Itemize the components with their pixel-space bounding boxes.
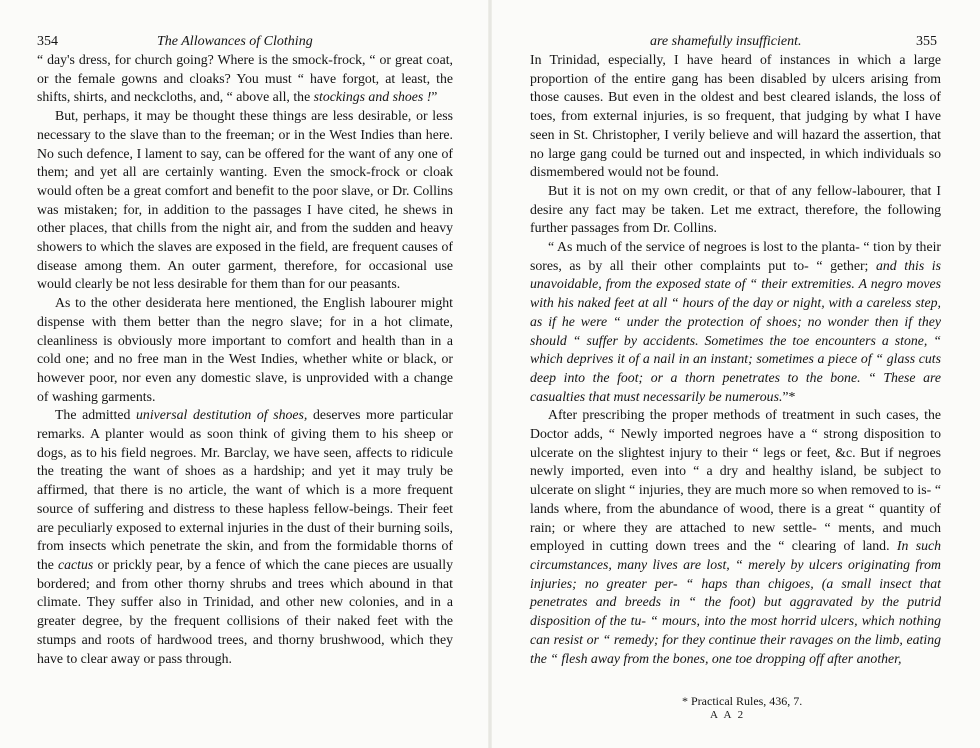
paragraph: [37, 51, 453, 107]
text-run: or prickly pear, by a fence of which the cane pieces are usually bordered; and from other thorny shrubs and trees which abound in that climate. They suffer also in Trinidad, and other new colonies, and in a greater degree, by the frequent collisions of their naked feet with the stumps and roots of hardwood trees, and thorny brushwood, which they have to clear away or pass through.: [37, 556, 453, 666]
running-title: The Allowances of Clothing: [157, 34, 313, 49]
italic-text: universal destitution of shoes,: [136, 407, 308, 423]
running-title: are shamefully insufficient.: [650, 34, 802, 49]
italic-text: cactus: [58, 556, 94, 572]
paragraph: [530, 238, 941, 406]
text-run: “ day's dress, for church going? Where is the smock-frock, “ or great coat, or the female gowns and cloaks? You must “ have forgot, at least, the shifts, shirts, and neckcloths, and, “ above all, the: [37, 52, 453, 105]
footnote-text: * Practical Rules, 436, 7.: [682, 694, 803, 708]
page-body: [530, 51, 941, 668]
page-number: 355: [916, 34, 937, 49]
text-run: deserves more particular remarks. A planter would as soon think of giving them to his sheep or dogs, as to his field negroes. Mr. Barclay, we have seen, affects to ridicule the treating the want of shoes as a hardship; and yet it may truly be affirmed, that there is no article, the want of which is a more frequent source of suffering and distress to these hapless fellow-beings. Their feet are peculiarly exposed to external injuries in the dust of their burning soils, from insects which penetrate the skin, and from the formidable thorns of the: [37, 407, 453, 572]
text-run: But it is not on my own credit, or that of any fellow-labourer, that I desire any fact may be taken. Let me extract, therefore, the following further passages from Dr. Collins.: [530, 182, 941, 236]
text-run: ”*: [782, 388, 796, 404]
paragraph: [37, 294, 453, 406]
text-run: But, perhaps, it may be thought these things are less desirable, or less necessary to the slave than to the freeman; or in the West Indies than here. No such defence, I lament to say, can be offered for the want of any one of them; and yet all are certainly wanting. Even the smock-frock or cloak would often be a great comfort and benefit to the poor slave, or Dr. Collins was mistaken; for, in addition to the passages I have cited, he shews in other places, that chills from the night air, and from the sudden and heavy showers to which the slaves are exposed in the field, are frequent causes of disease among them. An outer garment, therefore, for occasional use would clearly be not less desirable for them than for our peasants.: [37, 108, 453, 292]
italic-text: stockings and shoes !: [313, 89, 432, 105]
paragraph: [37, 406, 453, 668]
paragraph: [530, 406, 941, 668]
text-run: ”: [431, 89, 438, 105]
right-page: [492, 0, 980, 748]
signature-mark: A A 2: [710, 709, 746, 721]
text-run: “ As much of the service of negroes is lost to the planta- “ tion by their sores, as by all their other complaints put to- “ gether;: [530, 239, 941, 273]
text-run: As to the other desiderata here mentioned, the English labourer might dispense with them better than the negro slave; for in a hot climate, cleanliness is obviously more important to comfort and health than in a cold one; and no free man in the West Indies, whether white or black, or however poor, nor even any domestic slave, is unprovided with a change of washing garments.: [37, 295, 453, 404]
page-body: [37, 51, 453, 668]
footnote: [682, 694, 842, 721]
left-page: [0, 0, 488, 748]
paragraph: [530, 182, 941, 238]
text-run: The admitted: [55, 407, 137, 423]
italic-text: and this is unavoidable, from the exposed state of “ their extremities. A negro moves with his naked feet at all “ hours of the day or night, with a careless step, as if he were “ under the protection of shoes; no wonder then if they should “ suffer by accidents. Sometimes the toe encounters a stone, “ which deprives it of a nail in an instant; sometimes a piece of “ glass cuts deep into the foot; or a thorn penetrates to the bone. “ These are casualties that must necessarily be numerous.: [530, 257, 942, 404]
italic-text: In such circumstances, many lives are lost, “ merely by ulcers originating from injuries; no greater per- “ haps than chigoes, (a small insect that penetrates and breeds in “ the foot) but aggravated by the putrid disposition of the tu- “ mours, into the most horrid ulcers, which nothing can resist or “ remedy; for they continue their ravages on the limb, eating the “ flesh away from the bones, one toe dropping off after another,: [530, 538, 941, 666]
text-run: In Trinidad, especially, I have heard of instances in which a large proportion of the entire gang has been disabled by ulcers arising from those causes. But even in the oldest and best cleared islands, the loss of toes, from external injuries, is so frequent, that judging by what I have seen in St. Christopher, I verily believe and will hazard the assertion, that no large gang could be turned out and inspected, in which individuals so dismembered would not be found.: [530, 52, 941, 180]
text-run: After prescribing the proper methods of treatment in such cases, the Doctor adds, “ Newly imported negroes have a “ strong disposition to ulcerate on the slightest injury to their “ legs or feet, &c. But if negroes newly imported, even into “ a dry and healthy island, be subject to ulcerate on slight “ injuries, they are much more so when removed to is- “ lands where, from the abundance of wood, there is a great “ quantity of rain; or where they are attached to new settle- “ ments, and much employed in cutting down trees and the “ clearing of land.: [530, 407, 941, 554]
paragraph: [37, 107, 453, 294]
paragraph: [530, 51, 941, 182]
page-number: 354: [37, 34, 58, 49]
